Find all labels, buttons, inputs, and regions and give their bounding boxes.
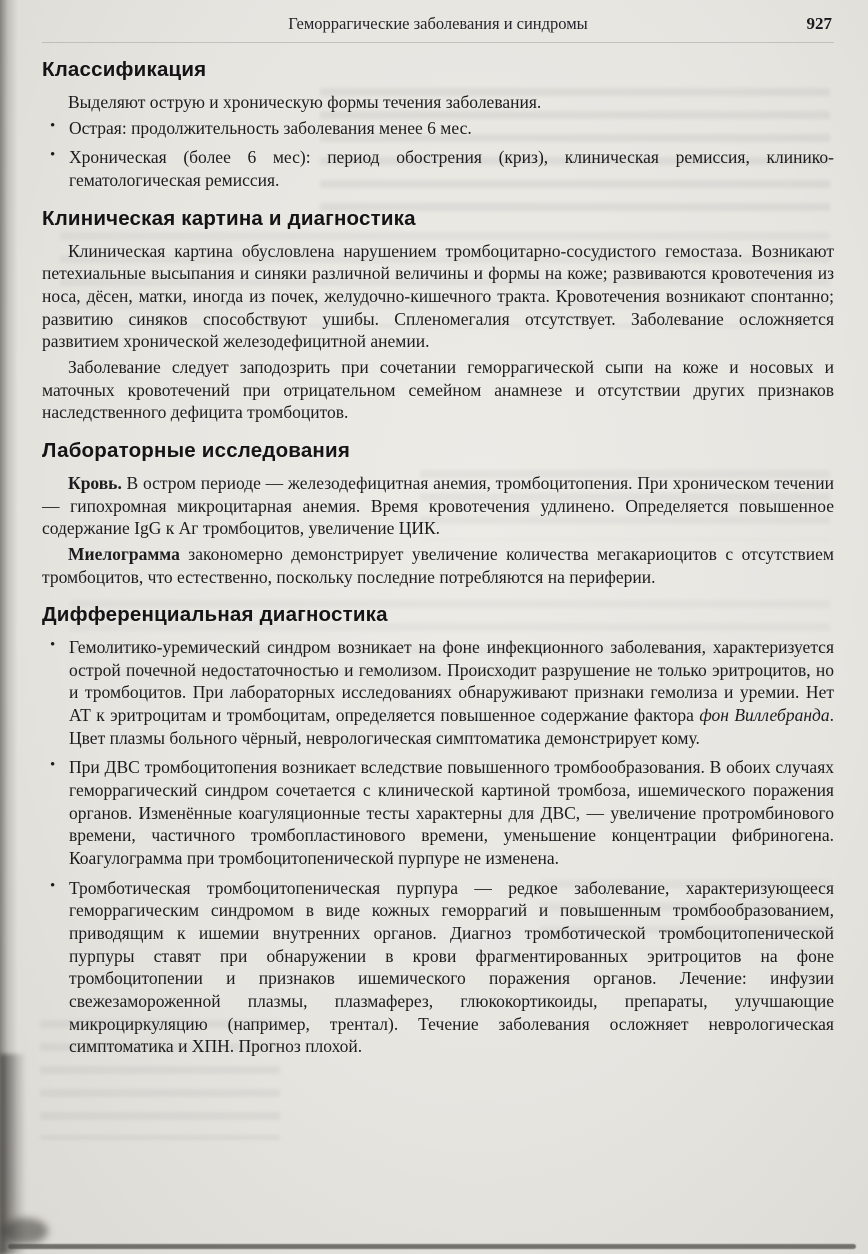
- classification-list: [42, 117, 834, 192]
- scan-corner-smudge: [2, 1218, 48, 1244]
- list-item-hus: [42, 636, 834, 749]
- list-item-text: Острая: продолжительность заболевания менее 6 мес.: [69, 117, 472, 138]
- list-item: [42, 117, 834, 140]
- list-item-text: . Цвет плазмы больного чёрный, неврологическая симптоматика демонстрирует кому.: [69, 705, 834, 748]
- list-item-ttp: [42, 877, 834, 1058]
- paragraph: Выделяют острую и хроническую формы течения заболевания.: [68, 92, 542, 112]
- list-item-dic: [42, 756, 834, 869]
- running-title: Геморрагические заболевания и синдромы: [288, 14, 588, 33]
- section-clinical-picture: [42, 207, 834, 424]
- section-differential-diagnosis: [42, 603, 834, 1058]
- bullet-marker: •: [50, 117, 56, 134]
- paragraph-text: В остром периоде — железодефицитная анемия, тромбоцитопения. При хроническом течении — гипохромная микроцитарная анемия. Время кровотечения удлинено. Определяется повышенное содержание IgG к Аг тромбоцитов, увеличение ЦИК.: [42, 472, 834, 539]
- differential-list: [42, 636, 834, 1058]
- page-number: 927: [806, 14, 832, 33]
- list-item-text: Тромботическая тромбоцитопеническая пурпура — редкое заболевание, характеризующееся геморрагическим синдромом в виде кожных геморрагий и повышенным тромбообразованием, приводящим к ишемии внутренних органов. Диагноз тромботической тромбоцитопенической пурпуры ставят при обнаружении в крови фрагментированных эритроцитов на фоне тромбоцитопении и признаков ишемического поражения органов. Лечение: инфузии свежезамороженной плазмы, плазмаферез, глюкокортикоиды, препараты, улучшающие микроциркуляцию (например, трентал). Течение заболевания осложняет неврологическая симптоматика и ХПН. Прогноз плохой.: [69, 877, 834, 1057]
- list-item-text: Хроническая (более 6 мес): период обострения (криз), клиническая ремиссия, клинико-гематологическая ремиссия.: [69, 147, 834, 190]
- section-lab-tests: [42, 439, 834, 588]
- paragraph-blood: [42, 472, 834, 540]
- running-header: [42, 14, 834, 43]
- section-heading-differential-diagnosis: Дифференциальная диагностика: [42, 603, 388, 627]
- paragraph-lead-blood: Кровь.: [68, 472, 122, 493]
- scan-edge-bottom: [8, 1244, 856, 1249]
- bullet-marker: •: [50, 147, 56, 164]
- bullet-marker: •: [50, 757, 56, 774]
- list-item-text-italic: фон Виллебранда: [699, 705, 830, 726]
- paragraph: Заболевание следует заподозрить при сочетании геморрагической сыпи на коже и носовых и маточных кровотечений при отрицательном семейном анамнезе и отсутствии других признаков наследственного дефицита тромбоцитов.: [42, 356, 834, 423]
- scan-edge-left-bottom: [0, 1054, 26, 1254]
- page-body: [42, 14, 834, 1065]
- list-item-text: Гемолитико-уремический синдром возникает на фоне инфекционного заболевания, характеризуется острой почечной недостаточностью и гемолизом. Происходит разрушение не только эритроцитов, но и тромбоцитов. При лабораторных исследованиях обнаруживают признаки гемолиза и уремии. Нет АТ к эритроцитам и тромбоцитам, определяется повышенное содержание фактора: [69, 637, 834, 726]
- scan-edge-left: [0, 0, 18, 1254]
- bullet-marker: •: [50, 877, 56, 894]
- paragraph-lead-myelogram: Миелограмма: [68, 543, 180, 564]
- paragraph-text: закономерно демонстрирует увеличение количества мегакариоцитов с отсутствием тромбоцитов, что естественно, поскольку последние потребляются на периферии.: [42, 543, 834, 587]
- section-heading-clinical-picture: Клиническая картина и диагностика: [42, 206, 416, 230]
- paragraph-myelogram: [42, 543, 834, 588]
- list-item-text: При ДВС тромбоцитопения возникает вследствие повышенного тромбообразования. В обоих случаях геморрагический синдром сочетается с клинической картиной тромбоза, ишемического поражения органов. Изменённые коагуляционные тесты характерны для ДВС, — увеличение протромбинового времени, частичного тромбопластинового времени, уменьшение концентрации фибриногена. Коагулограмма при тромбоцитопенической пурпуре не изменена.: [69, 757, 834, 869]
- paragraph: Клиническая картина обусловлена нарушением тромбоцитарно-сосудистого гемостаза. Возникают петехиальные высыпания и синяки различной величины и формы на коже; развиваются кровотечения из носа, дёсен, матки, иногда из почек, желудочно-кишечного тракта. Кровотечения возникают спонтанно; развитию синяков способствуют ушибы. Спленомегалия отсутствует. Заболевание осложняется развитием хронической железодефицитной анемии.: [42, 240, 834, 352]
- section-classification: [42, 58, 834, 192]
- list-item: [42, 146, 834, 191]
- section-heading-classification: Классификация: [42, 58, 207, 81]
- section-heading-lab-tests: Лабораторные исследования: [42, 438, 350, 462]
- bullet-marker: •: [50, 637, 56, 654]
